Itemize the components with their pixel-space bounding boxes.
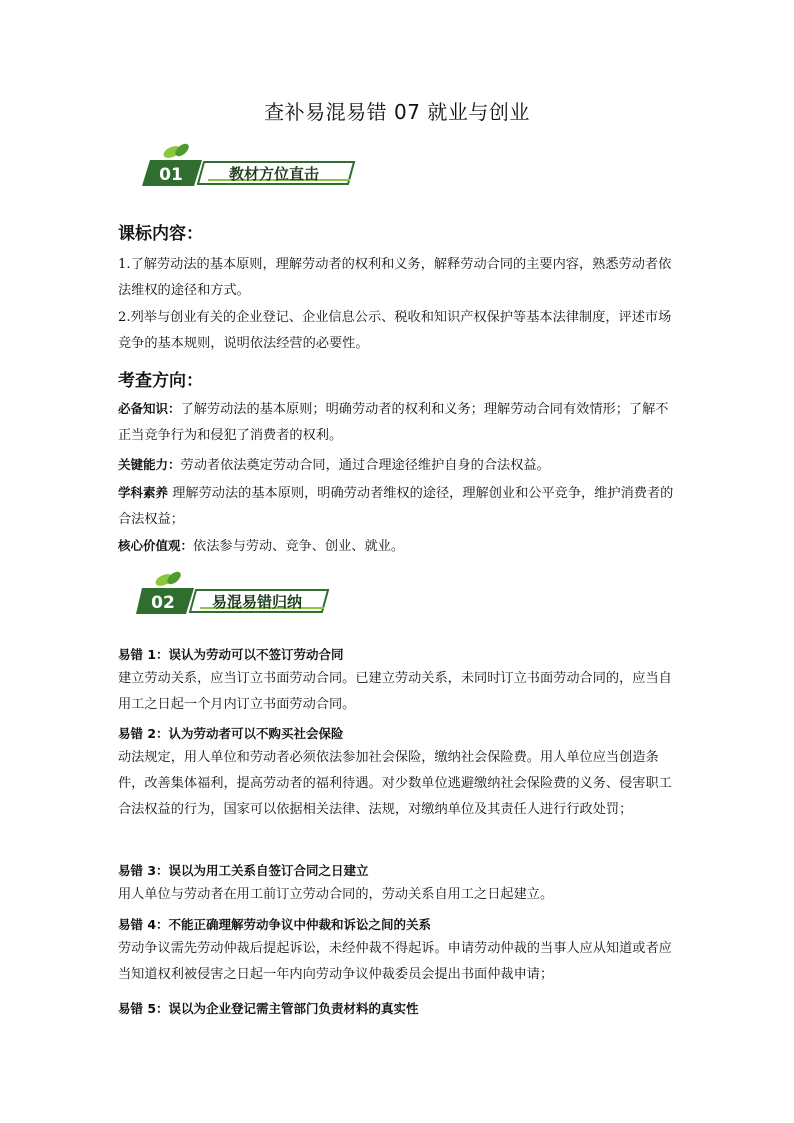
section-number: 02 xyxy=(151,593,175,613)
section-label: 教材方位直击 xyxy=(228,165,320,183)
error-body-1: 建立劳动关系，应当订立书面劳动合同。已建立劳动关系，未同时订立书面劳动合同的，应当自用工之日起一个月内订立书面劳动合同。 xyxy=(118,671,672,712)
exam-item-ability xyxy=(118,452,678,479)
section-label: 易混易错归纳 xyxy=(211,593,303,611)
section-banner-graphic xyxy=(136,142,366,192)
error-heading-5: 易错 5：误以为企业登记需主管部门负责材料的真实性 xyxy=(118,1001,419,1016)
curriculum-item-1: 1.了解劳动法的基本原则，理解劳动者的权利和义务，解释劳动合同的主要内容，熟悉劳动者依法维权的途径和方式。 xyxy=(118,257,672,298)
section-banner-02 xyxy=(136,570,366,620)
exam-item-values xyxy=(118,533,678,560)
error-heading-1: 易错 1：误认为劳动可以不签订劳动合同 xyxy=(118,647,344,662)
exam-item-text: 了解劳动法的基本原则；明确劳动者的权利和义务；理解劳动合同有效情形；了解不正当竞争行为和侵犯了消费者的权利。 xyxy=(118,402,669,443)
exam-heading: 考查方向： xyxy=(118,371,203,391)
exam-item-label: 必备知识： xyxy=(118,401,181,416)
error-body-2: 动法规定，用人单位和劳动者必须依法参加社会保险，缴纳社会保险费。用人单位应当创造条件，改善集体福利，提高劳动者的福利待遇。对少数单位逃避缴纳社会保险费的义务、侵害职工合法权益的行为，国家可以依据相关法律、法规，对缴纳单位及其责任人进行行政处罚； xyxy=(118,750,672,817)
page-title: 查补易混易错 07 就业与创业 xyxy=(264,100,530,124)
error-heading-3: 易错 3：误以为用工关系自签订合同之日建立 xyxy=(118,863,369,878)
curriculum-item-2: 2.列举与创业有关的企业登记、企业信息公示、税收和知识产权保护等基本法律制度，评述市场竞争的基本规则，说明依法经营的必要性。 xyxy=(118,310,672,351)
error-body-4: 劳动争议需先劳动仲裁后提起诉讼，未经仲裁不得起诉。申请劳动仲裁的当事人应从知道或者应当知道权利被侵害之日起一年内向劳动争议仲裁委员会提出书面仲裁申请； xyxy=(118,941,672,982)
exam-item-literacy xyxy=(118,480,678,533)
section-banner-01 xyxy=(136,142,366,192)
section-banner-graphic xyxy=(136,570,366,620)
exam-item-text: 理解劳动法的基本原则，明确劳动者维权的途径，理解创业和公平竞争，维护消费者的合法权益； xyxy=(118,486,674,527)
exam-item-label: 学科素养 xyxy=(118,485,169,500)
error-heading-2: 易错 2：认为劳动者可以不购买社会保险 xyxy=(118,726,344,741)
error-heading-4: 易错 4：不能正确理解劳动争议中仲裁和诉讼之间的关系 xyxy=(118,917,432,932)
curriculum-heading: 课标内容： xyxy=(118,224,203,244)
exam-item-text: 依法参与劳动、竞争、创业、就业。 xyxy=(193,539,405,554)
exam-item-text: 劳动者依法奠定劳动合同，通过合理途径维护自身的合法权益。 xyxy=(180,458,550,473)
exam-item-label: 核心价值观： xyxy=(118,538,194,553)
error-body-3: 用人单位与劳动者在用工前订立劳动合同的，劳动关系自用工之日起建立。 xyxy=(118,887,554,902)
section-number: 01 xyxy=(159,165,183,185)
exam-item-label: 关键能力： xyxy=(118,457,181,472)
exam-item-knowledge xyxy=(118,396,678,449)
